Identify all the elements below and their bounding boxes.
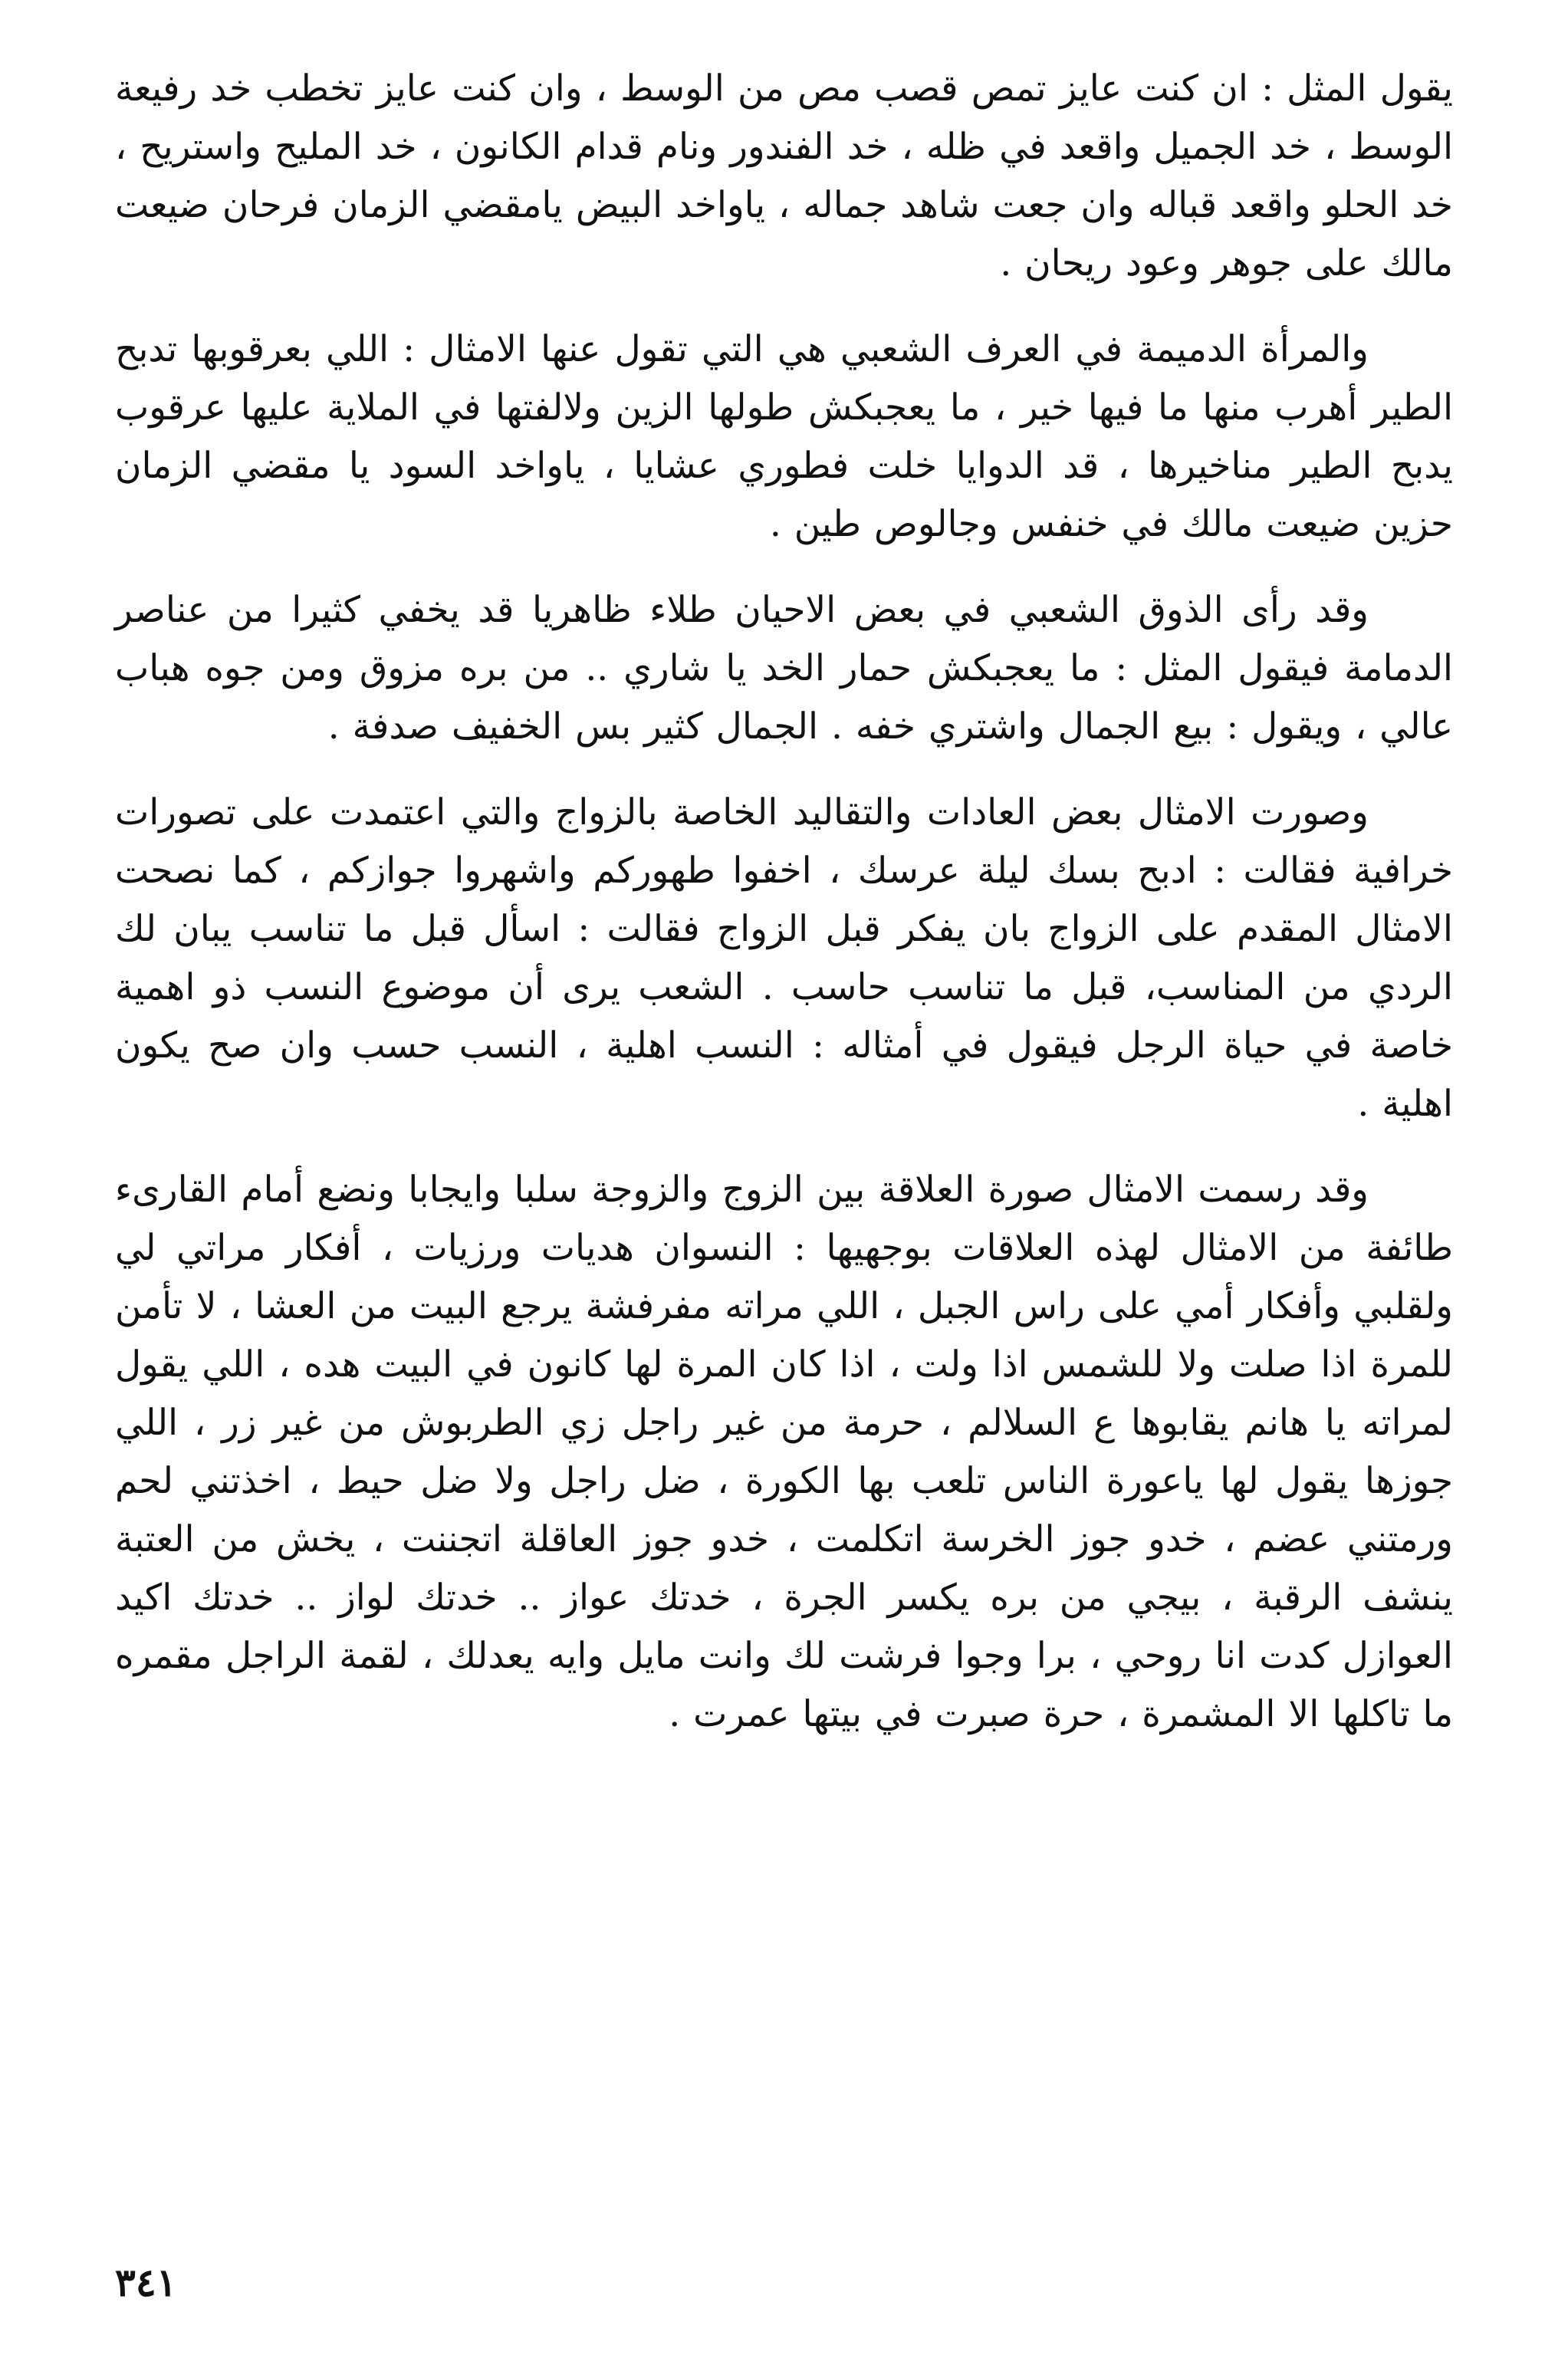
paragraph-marriage-customs: وصورت الامثال بعض العادات والتقاليد الخاصة بالزواج والتي اعتمدت على تصورات خرافية فقالت : ادبح بسك ليلة عرسك ، اخفوا طهوركم واشهروا جوازكم ، كما نصحت الامثال المقدم على الزواج بان يفكر قبل الزواج فقالت : اسأل قبل ما تناسب يبان لك الردي من المناسب، قبل ما تناسب حاسب . الشعب يرى أن موضوع النسب ذو اهمية خاصة في حياة الرجل فيقول في أمثاله : النسب اهلية ، النسب حسب وان صح يكون اهلية . <box>115 791 1453 1125</box>
page-number: ٣٤١ <box>115 2260 177 2305</box>
paragraph-popular-taste: وقد رأى الذوق الشعبي في بعض الاحيان طلاء ظاهريا قد يخفي كثيرا من عناصر الدمامة فيقول المثل : ما يعجبكش حمار الخد يا شاري .. من بره مزوق ومن جوه هباب عالي ، ويقول : بيع الجمال واشتري خفه . الجمال كثير بس الخفيف صدفة . <box>115 589 1453 748</box>
paragraph-ugly-woman-proverbs: والمرأة الدميمة في العرف الشعبي هي التي تقول عنها الامثال : اللي بعرقوبها تدبح الطير أهرب منها ما فيها خير ، ما يعجبكش طولها الزين ولالفتها في الملاية عليها عرقوب يدبح الطير مناخيرها ، قد الدوايا خلت فطوري عشايا ، ياواخد السود يا مقضي الزمان حزين ضيعت مالك في خنفس وجالوص طين . <box>115 328 1453 545</box>
paragraph-beauty-proverbs: يقول المثل : ان كنت عايز تمص قصب مص من الوسط ، وان كنت عايز تخطب خد رفيعة الوسط ، خد الجميل واقعد في ظله ، خد الفندور ونام قدام الكانون ، خد المليح واستريح ، خد الحلو واقعد قباله وان جعت شاهد جماله ، ياواخد البيض يامقضي الزمان فرحان ضيعت مالك على جوهر وعود ريحان . <box>115 67 1453 284</box>
paragraph-husband-wife-relation: وقد رسمت الامثال صورة العلاقة بين الزوج والزوجة سلبا وايجابا ونضع أمام القارىء طائفة من الامثال لهذه العلاقات بوجهيها : النسوان هديات ورزيات ، أفكار مراتي لي ولقلبي وأفكار أمي على راس الجبل ، اللي مراته مفرفشة يرجع البيت من العشا ، لا تأمن للمرة اذا صلت ولا للشمس اذا ولت ، اذا كان المرة لها كانون في البيت هده ، اللي يقول لمراته يا هانم يقابوها ع السلالم ، حرمة من غير راجل زي الطربوش من غير زر ، اللي جوزها يقول لها ياعورة الناس تلعب بها الكورة ، ضل راجل ولا ضل حيط ، اخذتني لحم ورمتني عضم ، خدو جوز الخرسة اتكلمت ، خدو جوز العاقلة اتجننت ، يخش من العتبة ينشف الرقبة ، بيجي من بره يكسر الجرة ، خدتك عواز .. خدتك لواز .. خدتك اكيد العوازل كدت انا روحي ، برا وجوا فرشت لك وانت مايل وايه يعدلك ، لقمة الراجل مقمره ما تاكلها الا المشمرة ، حرة صبرت في بيتها عمرت . <box>115 1169 1453 1735</box>
